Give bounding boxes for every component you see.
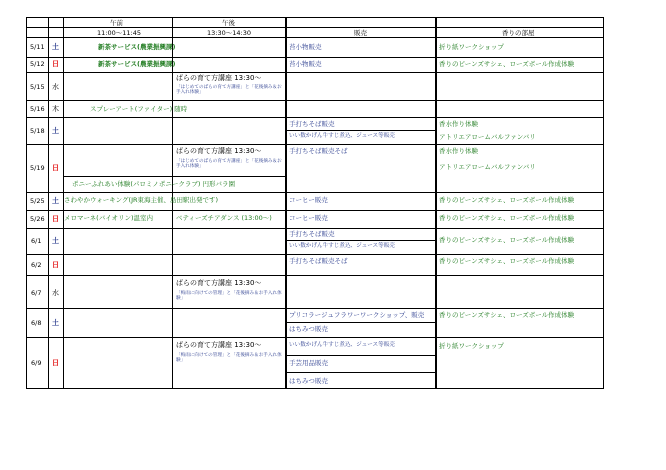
sales-item: いい数かげん牛すじ煮込、ジュース等販売 [289, 342, 395, 348]
afternoon-event-title: ベティーズチアダンス (13:00～) [176, 214, 272, 222]
fragrance-item: 香りのピーンズサシェ、ローズボール作成体験 [439, 214, 575, 222]
sales-item: 手打ちそば販売 [289, 230, 335, 238]
weekday-cell: 日 [52, 261, 59, 269]
date-cell: 5/18 [30, 127, 45, 135]
morning-event: スプレーアート(ファイター) 随時 [90, 105, 188, 113]
weekday-cell: 木 [52, 105, 59, 113]
weekday-cell: 土 [52, 127, 59, 135]
fragrance-item: 香りのピーンズサシェ、ローズボール作成体験 [439, 311, 575, 319]
header-morning-time: 11:00～11:45 [97, 29, 141, 37]
sales-item: コーヒー販売 [289, 196, 328, 204]
date-cell: 5/12 [30, 60, 45, 68]
sales-item: コーヒー販売 [289, 214, 328, 222]
weekday-cell: 土 [52, 197, 59, 205]
afternoon-event-note: 「はじめてのばらの育て方講座」と「花後摘み＆お手入れ体験」 [176, 159, 282, 170]
morning-event: さわやかウォーキング(JR東海主催、島田駅出発です) [64, 196, 219, 204]
sales-item: 手芸用品販売 [289, 359, 328, 367]
weekday-cell: 日 [52, 164, 59, 172]
sales-item: いい数かげん牛すじ煮込、ジュース等販売 [289, 133, 395, 139]
date-cell: 5/19 [30, 164, 45, 172]
afternoon-event-title: ばらの育て方講座 13:30～ [176, 147, 262, 155]
sales-item: 苔小物販売 [289, 60, 322, 68]
date-cell: 5/15 [30, 83, 45, 91]
afternoon-event-note: 「梅雨に向けての管理」と「花後摘み＆お手入れ体験」 [176, 353, 282, 364]
afternoon-event-note: 「はじめてのばらの育て方講座」と「花後摘み＆お手入れ体験」 [176, 85, 282, 96]
date-cell: 5/25 [30, 197, 45, 205]
weekday-cell: 水 [52, 289, 59, 297]
sales-item: プリコラージュフラワーワークショップ、販売 [289, 311, 425, 319]
date-cell: 6/9 [31, 359, 42, 367]
weekday-cell: 日 [52, 359, 59, 367]
sales-item: 手打ちそば販売 [289, 120, 335, 128]
weekday-cell: 日 [52, 215, 59, 223]
header-afternoon: 午後 [222, 19, 235, 27]
header-morning: 午前 [110, 19, 123, 27]
fragrance-item: 折り紙ワークショップ [439, 43, 504, 51]
afternoon-event-title: ばらの育て方講座 13:30～ [176, 341, 262, 349]
weekday-cell: 土 [52, 43, 59, 51]
date-cell: 5/11 [30, 43, 45, 51]
fragrance-item: 香りのピーンズサシェ、ローズボール作成体験 [439, 60, 575, 68]
date-cell: 6/1 [31, 237, 42, 245]
fragrance-item: 香水作り体験 [439, 147, 478, 155]
fragrance-item: アトリエアロームバルファンバリ [439, 133, 536, 141]
fragrance-item: 香りのピーンズサシェ、ローズボール作成体験 [439, 196, 575, 204]
date-cell: 6/7 [31, 289, 42, 297]
fragrance-item: 折り紙ワークショップ [439, 342, 504, 350]
morning-event: ポニーふれあい体験(パロミノポニークラブ) 円形バラ園 [72, 180, 236, 188]
sales-item: はちみつ販売 [289, 325, 328, 333]
morning-event: 新茶サービス(農業振興課) [98, 60, 176, 68]
weekday-cell: 日 [52, 60, 59, 68]
weekday-cell: 土 [52, 237, 59, 245]
morning-event: メロマーネ(バイオリン)温室内 [64, 214, 154, 222]
fragrance-item: 香りのピーンズサシェ、ローズボール作成体験 [439, 236, 575, 244]
date-cell: 5/26 [30, 215, 45, 223]
header-sales: 販売 [354, 29, 367, 37]
weekday-cell: 土 [52, 319, 59, 327]
morning-event: 新茶サービス(農業振興課) [98, 43, 176, 51]
fragrance-item: 香りのピーンズサシェ、ローズボール作成体験 [439, 257, 575, 265]
date-cell: 5/16 [30, 105, 45, 113]
sales-item: 手打ちそば販売そば [289, 257, 348, 265]
sales-item: いい数かげん牛すじ煮込、ジュース等販売 [289, 243, 395, 249]
sales-item: 手打ちそば販売そば [289, 147, 348, 155]
date-cell: 6/2 [31, 261, 42, 269]
header-afternoon-time: 13:30～14:30 [207, 29, 251, 37]
fragrance-item: アトリエアロームバルファンバリ [439, 163, 536, 171]
sales-item: はちみつ販売 [289, 377, 328, 385]
afternoon-event-note: 「梅雨に向けての管理」と「花後摘み＆お手入れ体験」 [176, 291, 282, 302]
date-cell: 6/8 [31, 319, 42, 327]
header-fragrance-room: 香りの部屋 [502, 29, 535, 37]
fragrance-item: 香水作り体験 [439, 120, 478, 128]
sales-item: 苔小物販売 [289, 43, 322, 51]
afternoon-event-title: ばらの育て方講座 13:30～ [176, 279, 262, 287]
afternoon-event-title: ばらの育て方講座 13:30～ [176, 74, 262, 82]
weekday-cell: 水 [52, 83, 59, 91]
